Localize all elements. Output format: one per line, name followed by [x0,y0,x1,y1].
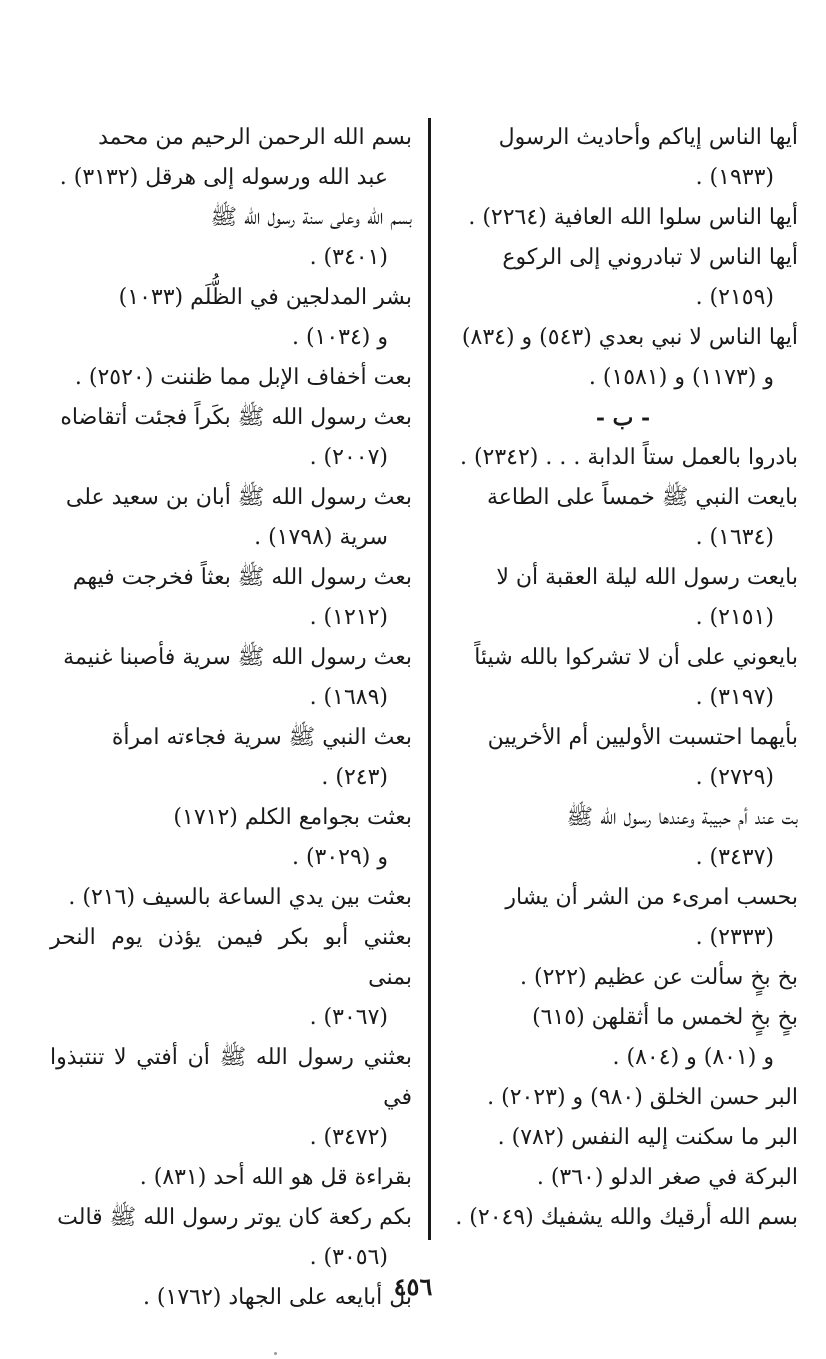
section-letter-heading: - ب - [595,405,651,431]
entry-text: بت عند أم حبيبة وعندها رسول الله ﷺ [566,805,798,830]
entry-reference: (٣٠٥٦) . [309,1245,388,1270]
index-entry [448,478,798,558]
index-entry [448,638,798,718]
entry-reference: (٢٣٣٣) . [695,925,774,950]
entry-text: بسم الله أرقيك والله يشفيك (٢٠٤٩) . [455,1205,798,1230]
index-entry [50,798,412,878]
index-entry [50,918,412,1038]
entry-text: بعث النبي ﷺ سرية فجاءته امرأة [111,725,412,750]
entry-text: بل أبايعه على الجهاد (١٧٦٢) . [142,1285,412,1310]
entry-text: البر حسن الخلق (٩٨٠) و (٢٠٢٣) . [487,1085,798,1110]
entry-text: بسم الله الرحمن الرحيم من محمد [98,125,412,150]
entry-text: بكم ركعة كان يوتر رسول الله ﷺ قالت [57,1205,412,1230]
entry-text: بعثت بجوامع الكلم (١٧١٢) [173,805,412,830]
index-column-right [448,118,798,1238]
index-entry [50,1158,412,1198]
index-entry [50,558,412,638]
entry-text: بخٍ بخٍ لخمس ما أثقلهن (٦١٥) [532,1005,798,1030]
entry-reference: (٣٠٦٧) . [309,1005,388,1030]
entry-text: بعث رسول الله ﷺ سرية فأصبنا غنيمة [63,645,412,670]
index-entry [50,278,412,358]
entry-text: بأيهما احتسبت الأوليين أم الأخريين [487,725,798,750]
index-entry [50,1198,412,1278]
entry-reference: (٢١٥٩) . [695,285,774,310]
index-entry [448,198,798,238]
entry-text: بعثت بين يدي الساعة بالسيف (٢١٦) . [68,885,412,910]
entry-text: بايعت النبي ﷺ خمساً على الطاعة [486,485,798,510]
index-entry [448,798,798,878]
entry-reference: (٣١٩٧) . [695,685,774,710]
column-divider [428,118,431,1240]
index-entry [448,1118,798,1158]
entry-text: بقراءة قل هو الله أحد (٨٣١) . [139,1165,412,1190]
index-entry [448,558,798,638]
entry-text: بخ بخٍ سألت عن عظيم (٢٢٢) . [520,965,798,990]
entry-text: أيها الناس لا تبادروني إلى الركوع [502,245,798,270]
entry-text: بادروا بالعمل ستاً الدابة . . . (٢٣٤٢) . [459,445,798,470]
entry-text: بعت أخفاف الإبل مما ظننت (٢٥٢٠) . [74,365,412,390]
page-number: ٤٥٦ [393,1272,433,1301]
index-entry [50,398,412,478]
entry-text: بعث رسول الله ﷺ أبان بن سعيد على [65,485,412,510]
entry-reference: (١٦٨٩) . [309,685,388,710]
entry-text: أيها الناس إياكم وأحاديث الرسول [498,125,798,150]
entry-text: بعثني أبو بكر فيمن يؤذن يوم النحر بمنى [50,925,412,990]
index-entry [50,478,412,558]
index-entry [448,318,798,398]
index-entry [50,118,412,198]
index-entry [448,238,798,318]
index-entry [50,358,412,398]
entry-text: بسم الله وعلى سنة رسول الله ﷺ [210,205,412,230]
index-entry [448,958,798,998]
entry-reference: و (٣٠٢٩) . [291,845,388,870]
entry-text: البركة في صغر الدلو (٣٦٠) . [536,1165,798,1190]
index-entry [448,1158,798,1198]
entry-reference: (٢٧٢٩) . [695,765,774,790]
entry-text: بايعوني على أن لا تشركوا بالله شيئاً [474,645,798,670]
entry-text: بشر المدلجين في الظُّلَم (١٠٣٣) [118,285,412,310]
index-entry [448,118,798,198]
entry-reference: (٢٠٠٧) . [309,445,388,470]
index-entry [448,438,798,478]
entry-text: بعث رسول الله ﷺ بكَراً فجئت أتقاضاه [60,405,412,430]
entry-reference: (٣٤٣٧) . [695,845,774,870]
index-entry [50,718,412,798]
entry-text: أيها الناس لا نبي بعدي (٥٤٣) و (٨٣٤) [461,325,798,350]
entry-reference: (٣٤٧٢) . [309,1125,388,1150]
entry-reference: و (٨٠١) و (٨٠٤) . [612,1045,774,1070]
entry-reference: (٣٤٠١) . [309,245,388,270]
entry-text: أيها الناس سلوا الله العافية (٢٢٦٤) . [468,205,798,230]
index-entry [448,718,798,798]
entry-text: البر ما سكنت إليه النفس (٧٨٢) . [497,1125,798,1150]
index-column-left [50,118,412,1318]
entry-reference: و (١١٧٣) و (١٥٨١) . [588,365,774,390]
index-entry [448,1078,798,1118]
entry-reference: سرية (١٧٩٨) . [254,525,388,550]
index-entry [50,198,412,278]
entry-reference: و (١٠٣٤) . [291,325,388,350]
entry-reference: (١٩٣٣) . [695,165,774,190]
index-entry [50,1038,412,1158]
index-entry [448,878,798,958]
entry-reference: (٢٤٣) . [321,765,388,790]
entry-reference: (١٦٣٤) . [695,525,774,550]
entry-reference: (٢١٥١) . [695,605,774,630]
index-entry [448,1198,798,1238]
index-entry [50,638,412,718]
scan-speck [274,1352,277,1355]
entry-text: بايعت رسول الله ليلة العقبة أن لا [496,565,798,590]
index-entry [50,878,412,918]
entry-reference: عبد الله ورسوله إلى هرقل (٣١٣٢) . [59,165,388,190]
entry-text: بحسب امرىء من الشر أن يشار [505,885,798,910]
index-entry [448,998,798,1078]
entry-reference: (١٢١٢) . [309,605,388,630]
entry-text: بعثني رسول الله ﷺ أن أفتي لا تنتبذوا في [50,1045,412,1110]
entry-text: بعث رسول الله ﷺ بعثاً فخرجت فيهم [72,565,412,590]
